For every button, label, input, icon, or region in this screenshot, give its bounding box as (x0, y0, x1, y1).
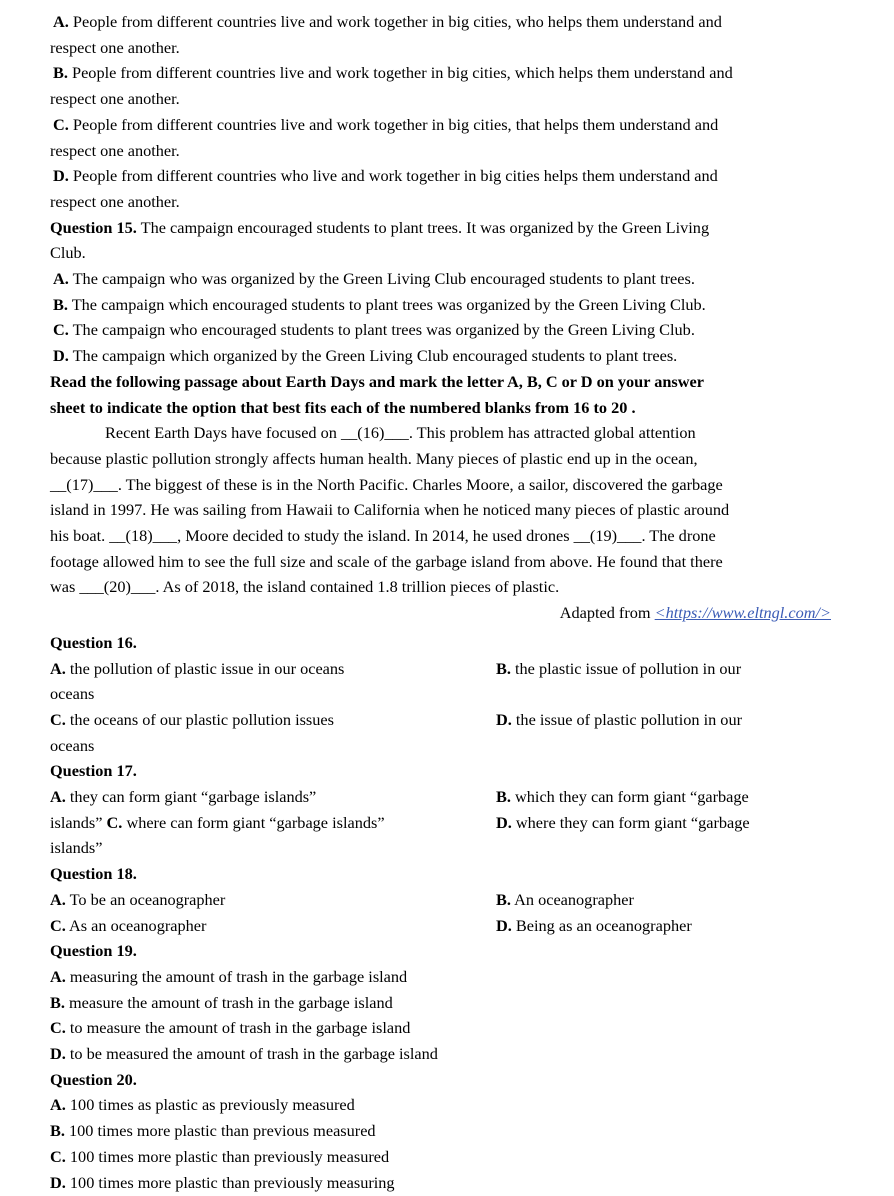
option-letter: A. (53, 12, 69, 31)
option-text: the issue of plastic pollution in our (515, 709, 743, 729)
option-text: the pollution of plastic issue in our oceans (69, 658, 345, 678)
option-letter: C. (53, 114, 69, 134)
option-text-cont: islands” (50, 838, 103, 858)
option-letter: A. (50, 889, 66, 909)
q20-option-a (50, 1092, 831, 1118)
option-text: Being as an oceanographer (515, 915, 692, 935)
q14-option-c (50, 112, 831, 163)
q17-option-a (50, 784, 316, 810)
q17-option-c (50, 810, 385, 836)
passage-instruction (50, 369, 831, 420)
option-text: they can form giant “garbage islands” (69, 787, 317, 807)
option-letter: C. (106, 812, 123, 832)
q20-option-b (50, 1118, 831, 1144)
option-text: where they can form giant “garbage (515, 812, 750, 832)
option-text: the oceans of our plastic pollution issues (69, 709, 334, 729)
option-text: People from different countries live and work together in big cities, who helps them understand and (72, 12, 722, 31)
option-letter: D. (496, 812, 512, 832)
q15-option-b (50, 292, 831, 318)
q19-option-c (50, 1015, 831, 1041)
q16-option-a (50, 656, 344, 682)
option-text: where can form giant “garbage islands” (126, 812, 385, 832)
option-text: As an oceanographer (69, 915, 207, 935)
q17-option-b (496, 784, 749, 810)
q15-option-a (50, 266, 831, 292)
q20-option-c (50, 1144, 831, 1170)
passage-line: because plastic pollution strongly affects human health. Many pieces of plastic end up in the ocean, (50, 448, 698, 468)
question-stem: The campaign encouraged students to plant trees. It was organized by the Green Living (140, 217, 710, 237)
option-letter: D. (496, 915, 512, 935)
option-letter: C. (50, 1146, 66, 1166)
option-text: The campaign which encouraged students to plant trees was organized by the Green Living Club. (71, 294, 706, 314)
question-20 (50, 1067, 831, 1196)
option-text: People from different countries live and work together in big cities, that helps them understand and (72, 114, 719, 134)
option-letter: C. (50, 1018, 66, 1038)
option-text: The campaign who was organized by the Green Living Club encouraged students to plant trees. (72, 269, 695, 289)
question-label: Question 20. (50, 1069, 137, 1089)
option-text: People from different countries live and work together in big cities, which helps them understand and (72, 63, 733, 83)
option-text-cont: respect one another. (50, 89, 180, 109)
source-link[interactable]: <https://www.eltngl.com/> (654, 603, 831, 623)
instruction-line: sheet to indicate the option that best fits each of the numbered blanks from 16 to 20 . (50, 397, 636, 417)
option-letter: A. (50, 966, 66, 986)
option-text-cont: respect one another. (50, 37, 180, 57)
exam-document (50, 9, 831, 1195)
q16-option-b (496, 656, 741, 682)
q20-option-d (50, 1170, 831, 1196)
passage-line: __(17)___. The biggest of these is in the North Pacific. Charles Moore, a sailor, discovered the garbage (50, 474, 723, 494)
question-label: Question 16. (50, 632, 137, 652)
option-text: The campaign who encouraged students to plant trees was organized by the Green Living Club. (72, 320, 695, 340)
option-letter: C. (50, 709, 66, 729)
option-letter: D. (496, 709, 512, 729)
option-text: which they can form giant “garbage (515, 787, 749, 807)
option-text: 100 times more plastic than previously measuring (69, 1172, 395, 1192)
option-letter: D. (53, 166, 69, 186)
q14-option-d (50, 163, 831, 214)
option-text-cont: oceans (50, 735, 95, 755)
option-text-cont: respect one another. (50, 191, 180, 211)
option-letter: B. (50, 1121, 65, 1141)
option-letter: D. (53, 346, 69, 366)
option-text: The campaign which organized by the Green Living Club encouraged students to plant trees. (72, 346, 678, 366)
question-label: Question 18. (50, 864, 137, 884)
question-16 (50, 630, 831, 758)
question-label: Question 17. (50, 761, 137, 781)
option-text: measuring the amount of trash in the garbage island (69, 966, 408, 986)
question-19 (50, 938, 831, 1067)
q18-option-d (496, 913, 692, 939)
option-letter: A. (50, 1095, 66, 1115)
option-text: 100 times more plastic than previous measured (69, 1121, 376, 1141)
question-17 (50, 758, 831, 861)
q15-option-c (50, 317, 831, 343)
passage-line: his boat. __(18)___, Moore decided to study the island. In 2014, he used drones __(19)___. The drone (50, 526, 716, 546)
question-18 (50, 861, 831, 938)
question-label: Question 15. (50, 217, 137, 237)
q17-option-d (496, 810, 750, 836)
option-letter: C. (50, 915, 66, 935)
option-text: the plastic issue of pollution in our (515, 658, 742, 678)
option-letter: B. (53, 63, 68, 83)
option-letter: C. (53, 320, 69, 340)
q19-option-b (50, 990, 831, 1016)
option-text: To be an oceanographer (69, 889, 226, 909)
question-stem-cont: Club. (50, 243, 86, 263)
passage-line: was ___(20)___. As of 2018, the island contained 1.8 trillion pieces of plastic. (50, 577, 560, 597)
instruction-line: Read the following passage about Earth Days and mark the letter A, B, C or D on your answer (50, 371, 704, 391)
option-letter: B. (496, 787, 511, 807)
option-text: People from different countries who live and work together in big cities helps them understand and (72, 166, 718, 186)
option-text: 100 times as plastic as previously measured (69, 1095, 355, 1115)
option-letter: D. (50, 1172, 66, 1192)
q15-option-d (50, 343, 831, 369)
q14-option-b (50, 60, 831, 111)
question-label: Question 19. (50, 941, 137, 961)
q18-option-c (50, 913, 206, 939)
q18-option-a (50, 887, 225, 913)
option-text-cont: oceans (50, 684, 95, 704)
q18-option-b (496, 887, 634, 913)
option-text-cont: respect one another. (50, 140, 180, 160)
q16-option-d (496, 707, 742, 733)
source-prefix: Adapted from (559, 603, 655, 623)
passage-line: island in 1997. He was sailing from Hawaii to California when he noticed many pieces of plastic around (50, 500, 730, 520)
option-letter: B. (50, 992, 65, 1012)
option-letter: B. (496, 889, 511, 909)
q19-option-a (50, 964, 831, 990)
option-text: to measure the amount of trash in the garbage island (69, 1018, 411, 1038)
option-text: An oceanographer (514, 889, 634, 909)
passage-line: footage allowed him to see the full size and scale of the garbage island from above. He found that there (50, 551, 723, 571)
reading-passage (50, 420, 831, 626)
option-text-cont: islands” (50, 812, 107, 832)
option-letter: A. (53, 269, 69, 289)
passage-source (50, 600, 831, 626)
option-letter: B. (53, 294, 68, 314)
option-text: measure the amount of trash in the garbage island (69, 992, 393, 1012)
q16-option-c (50, 707, 334, 733)
passage-line: Recent Earth Days have focused on __(16)___. This problem has attracted global attention (105, 423, 696, 443)
option-text: 100 times more plastic than previously measured (69, 1146, 390, 1166)
q14-option-a (50, 9, 831, 60)
option-letter: B. (496, 658, 511, 678)
option-letter: D. (50, 1044, 66, 1064)
option-text: to be measured the amount of trash in the garbage island (69, 1044, 438, 1064)
question-15 (50, 215, 831, 369)
q19-option-d (50, 1041, 831, 1067)
option-letter: A. (50, 787, 66, 807)
option-letter: A. (50, 658, 66, 678)
